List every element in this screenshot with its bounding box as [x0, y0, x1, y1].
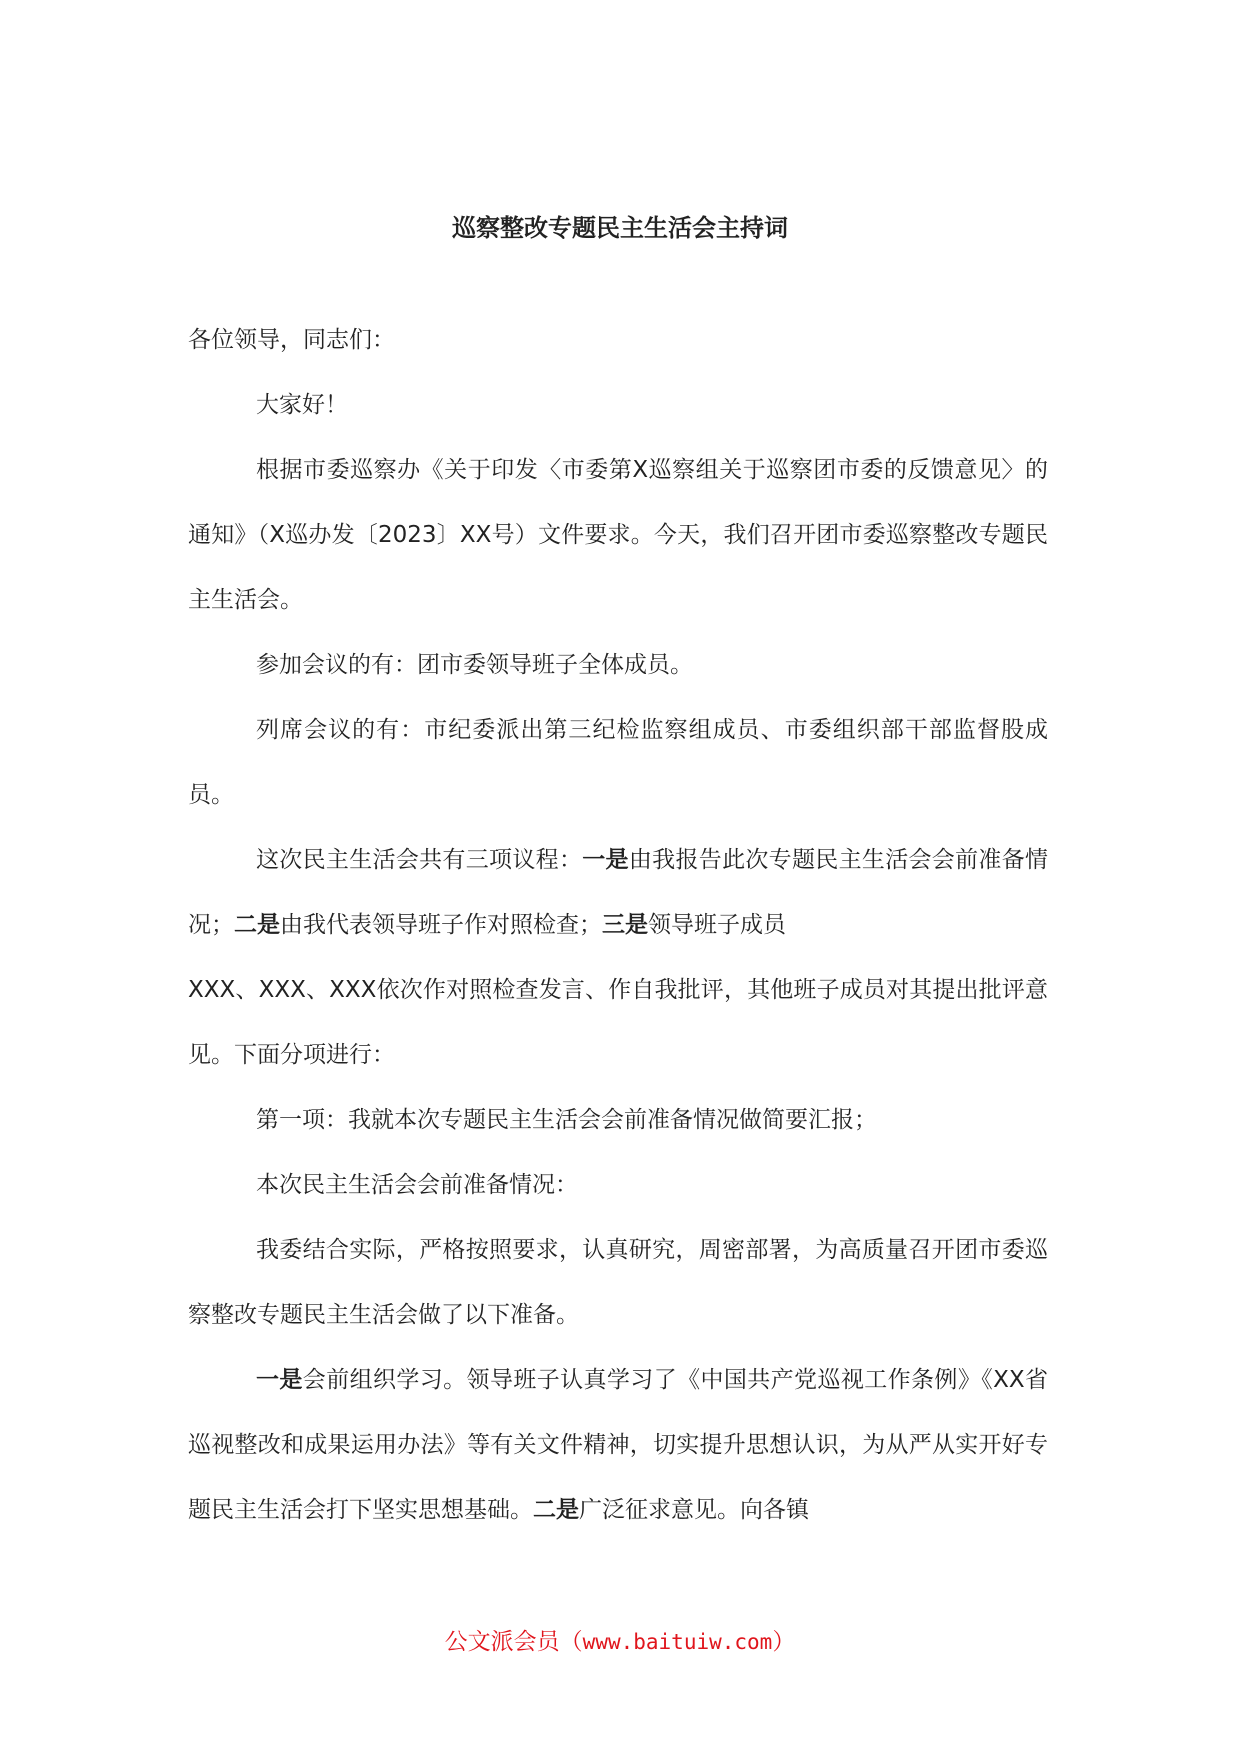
paragraph-basis: 根据市委巡察办《关于印发〈市委第X巡察组关于巡察团市委的反馈意见〉的通知》（X巡办发〔2023〕XX号）文件要求。今天，我们召开团市委巡察整改专题民主生活会。 — [188, 457, 1048, 613]
paragraph-attendees: 参加会议的有：团市委领导班子全体成员。 — [256, 652, 693, 678]
paragraph-observers: 列席会议的有：市纪委派出第三纪检监察组成员、市委组织部干部监督股成员。 — [188, 717, 1048, 808]
paragraph-first-item: 第一项：我就本次专题民主生活会会前准备情况做简要汇报； — [256, 1107, 877, 1133]
agenda-item-two-label: 二是 — [234, 912, 280, 938]
paragraph-prep-heading: 本次民主生活会会前准备情况： — [256, 1172, 578, 1198]
prep-one-text: 会前组织学习。领导班子认真学习了《中国共产党巡视工作条例》《XX省巡视整改和成果运用办法》等有关文件精神，切实提升思想认识，为从严从实开好专题民主生活会打下坚实思想基础。 — [188, 1367, 1049, 1523]
footer-close: ） — [772, 1629, 796, 1655]
salutation: 各位领导，同志们： — [188, 327, 395, 353]
prep-two-label: 二是 — [533, 1497, 579, 1523]
agenda-intro: 这次民主生活会共有三项议程： — [256, 847, 583, 873]
prep-two-text: 广泛征求意见。向各镇 — [579, 1497, 809, 1523]
paragraph-prep-summary: 我委结合实际，严格按照要求，认真研究，周密部署，为高质量召开团市委巡察整改专题民主生活会做了以下准备。 — [188, 1237, 1048, 1328]
paragraph-prep-detail — [188, 1348, 1048, 1543]
document-title: 巡察整改专题民主生活会主持词 — [452, 214, 788, 242]
footer-label: 公文派会员（ — [444, 1629, 583, 1655]
footer-watermark — [0, 1626, 1240, 1658]
agenda-item-two-text: 由我代表领导班子作对照检查； — [280, 912, 602, 938]
agenda-item-three-label: 三是 — [602, 912, 648, 938]
agenda-item-three-detail: XXX、XXX、XXX依次作对照检查发言、作自我批评，其他班子成员对其提出批评意见。下面分项进行： — [188, 977, 1048, 1068]
footer-url[interactable]: www.baituiw.com — [582, 1630, 773, 1654]
agenda-item-one-text: 由我报告此次专题民主生活会会前准备情况； — [188, 847, 1049, 938]
greeting: 大家好！ — [256, 392, 348, 418]
agenda-item-one-label: 一是 — [582, 847, 629, 873]
prep-one-label: 一是 — [256, 1367, 303, 1393]
agenda-item-three-text: 领导班子成员 — [648, 912, 786, 938]
document-body — [188, 308, 1048, 1543]
paragraph-agenda — [188, 828, 1048, 1088]
